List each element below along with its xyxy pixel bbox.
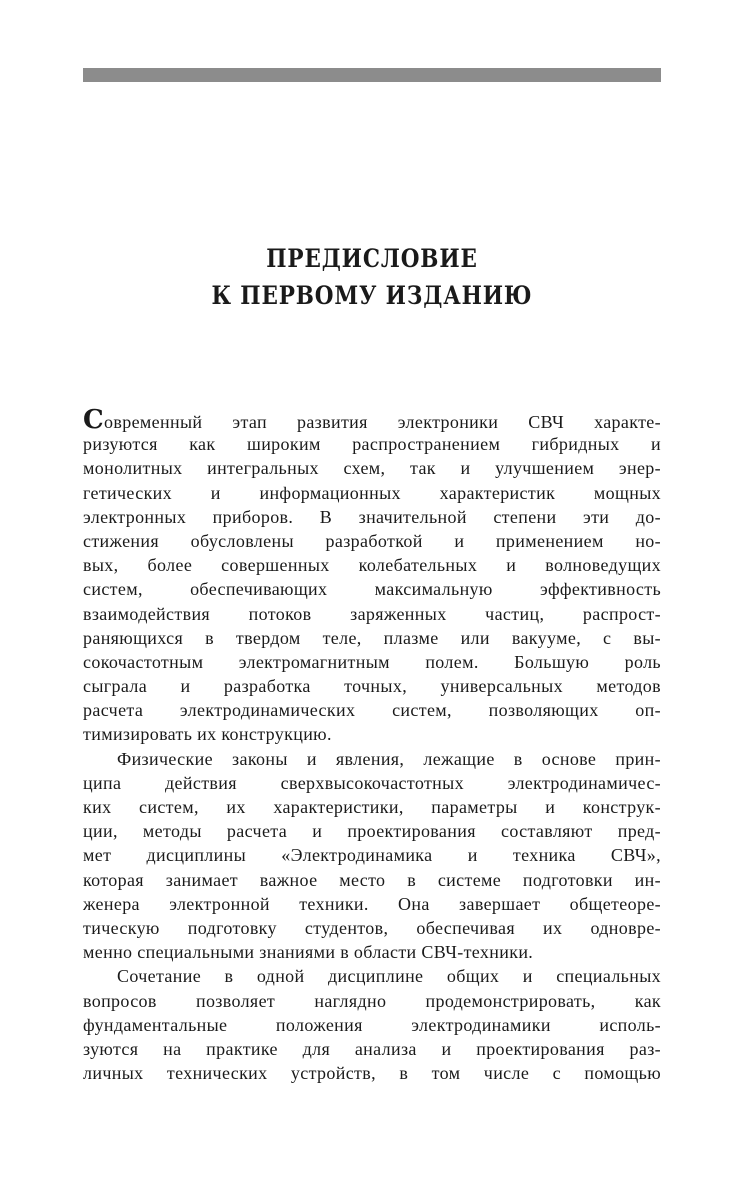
text-line: электронных приборов. В значительной степени эти до- [83, 506, 661, 527]
text-line: зуются на практике для анализа и проектирования раз- [83, 1038, 661, 1059]
text-line: сыграла и разработка точных, универсальных методов [83, 676, 661, 697]
text-line: фундаментальные положения электродинамики исполь- [83, 1014, 661, 1035]
text-line [83, 405, 661, 435]
title-line-1: ПРЕДИСЛОВИЕ [266, 244, 478, 273]
text-line: которая занимает важное место в системе подготовки ин- [83, 869, 661, 890]
title-line-2: К ПЕРВОМУ ИЗДАНИЮ [211, 281, 533, 310]
text-line: гетических и информационных характеристик мощных [83, 482, 661, 503]
text-line: стижения обусловлены разработкой и применением но- [83, 530, 661, 551]
text-line: ризуются как широким распространением гибридных и [83, 434, 661, 455]
text-line: сокочастотным электромагнитным полем. Большую роль [83, 651, 661, 672]
text-line: мет дисциплины «Электродинамика и техника СВЧ», [83, 845, 661, 866]
body-text [83, 405, 661, 1085]
text-line-content: овременный этап развития электроники СВЧ характе- [104, 412, 661, 432]
paragraph-3 [83, 964, 661, 1085]
text-line: систем, обеспечивающих максимальную эффективность [83, 579, 661, 600]
paragraph-1 [83, 405, 661, 747]
text-line: женера электронной техники. Она завершает общетеоре- [83, 893, 661, 914]
text-line: ципа действия сверхвысокочастотных электродинамичес- [83, 772, 661, 793]
text-line: расчета электродинамических систем, позволяющих оп- [83, 700, 661, 721]
text-line: тимизировать их конструкцию. [83, 724, 332, 745]
text-line: вопросов позволяет наглядно продемонстрировать, как [83, 990, 661, 1011]
page-title [123, 240, 620, 314]
text-line: раняющихся в твердом теле, плазме или вакууме, с вы- [83, 627, 661, 648]
text-line: ких систем, их характеристики, параметры и конструк- [83, 797, 661, 817]
text-line: вых, более совершенных колебательных и волноведущих [83, 555, 661, 576]
top-rule [83, 68, 661, 82]
text-line: Сочетание в одной дисциплине общих и специальных [117, 966, 661, 987]
text-line: Физические законы и явления, лежащие в основе прин- [117, 748, 661, 769]
drop-cap: С [83, 405, 105, 435]
text-line: взаимодействия потоков заряженных частиц, распрост- [83, 603, 661, 624]
text-line: личных технических устройств, в том числе с помощью [83, 1063, 661, 1084]
paragraph-2 [83, 747, 661, 965]
text-line: ции, методы расчета и проектирования составляют пред- [83, 821, 661, 842]
text-line: менно специальными знаниями в области СВЧ-техники. [83, 942, 534, 963]
text-line: монолитных интегральных схем, так и улучшением энер- [83, 458, 661, 479]
text-line: тическую подготовку студентов, обеспечивая их одновре- [83, 917, 661, 938]
